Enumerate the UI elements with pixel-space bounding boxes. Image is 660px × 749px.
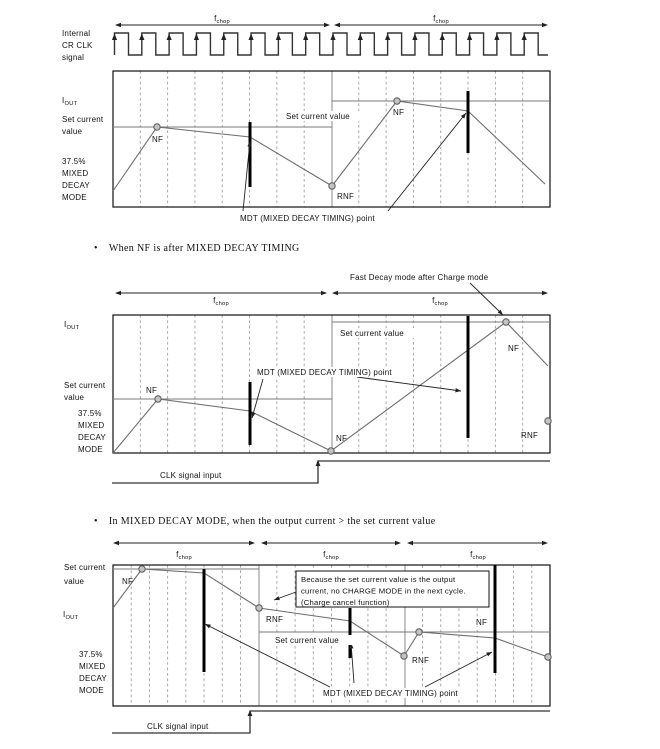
diagram-3-label-set-current-value-10: Set current value (275, 636, 339, 645)
diagram-2-annotation-arrow-1 (470, 283, 503, 315)
diagram-2-fchop-arrowhead-right (321, 291, 327, 295)
diagram-1-clock-waveform (115, 33, 549, 55)
diagram-2-trace-point-4 (545, 418, 551, 424)
diagram-3-annotation-arrow-2-head (205, 624, 211, 628)
diagram-3-trace-point-3 (401, 653, 407, 659)
diagram-3-note-box-line-2: current, no CHARGE MODE in the next cycle. (301, 586, 466, 596)
diagram-2-label-nf-11: NF (146, 386, 158, 395)
diagram-3-label-nf-12: NF (476, 618, 488, 627)
diagram-1-label-mode-10: MODE (62, 193, 87, 202)
bullet-item-1 (94, 243, 300, 254)
diagram-3-trace-point-4 (416, 629, 422, 635)
diagram-1-clock-edge-arrow (221, 34, 226, 41)
diagram-1-clock-edge-arrow (440, 34, 445, 41)
diagram-2-annotation-arrow-3-head (455, 388, 461, 392)
diagram-1-fchop-label-1: $f_{chop}$ (214, 14, 230, 25)
diagram-3-label-clk-signal-input: CLK signal input (147, 722, 209, 731)
diagram-2-label-i-out-1: $I_{OUT}$ (64, 320, 80, 331)
diagram-3-label-value-2: value (64, 577, 85, 586)
diagram-2-fchop-arrowhead-left (332, 291, 338, 295)
diagram-3-label-mixed-5: MIXED (79, 662, 106, 671)
diagram-1-label-value-6: value (62, 127, 83, 136)
diagram-1-clock-edge-arrow (167, 34, 172, 41)
diagram-2-fchop-label-2: $f_{chop}$ (432, 296, 448, 307)
diagram-1-clock-edge-arrow (385, 34, 390, 41)
diagram-3-label-nf-8: NF (122, 577, 134, 586)
diagram-3-label-rnf-11: RNF (412, 656, 430, 665)
diagram-2-label-mixed-5: MIXED (78, 421, 105, 430)
diagram-1-label-rnf-13: RNF (337, 192, 355, 201)
diagram-1-fchop-arrowhead-right (324, 23, 330, 27)
diagram-1-label-cr-clk-2: CR CLK (62, 41, 93, 50)
diagram-2-label-set-current-2: Set current (64, 381, 106, 390)
bullet-item-2 (94, 516, 436, 527)
diagram-1-clock-edge-arrow (276, 34, 281, 41)
diagram-3-note-box-line-3: (Charge cancel function) (301, 598, 390, 607)
diagram-3-fchop-arrowhead-right (542, 541, 548, 545)
diagram-2-trace-point-2 (328, 448, 334, 454)
diagram-1-label-signal-3: signal (62, 53, 85, 62)
diagram-1-label-decay-9: DECAY (62, 181, 90, 190)
diagram-2-label-clk-signal-input: CLK signal input (160, 471, 222, 480)
diagram-1-trace-point-2 (329, 183, 335, 189)
diagram-1-fchop-label-2: $f_{chop}$ (433, 14, 449, 25)
bullet-text-1: When NF is after MIXED DECAY TIMING (108, 243, 300, 254)
diagram-1-clock-edge-arrow (330, 34, 335, 41)
bullet-text-2: In MIXED DECAY MODE, when the output current > the set current value (108, 516, 436, 527)
diagram-2-trace-point-1 (155, 396, 161, 402)
diagram-3-fchop-label-3: $f_{chop}$ (470, 550, 486, 561)
diagram-3-note-box-line-1: Because the set current value is the output (301, 575, 456, 584)
diagram-2-trace-point-3 (503, 319, 509, 325)
diagram-3-trace-point-5 (545, 654, 551, 660)
diagram-1-clock-edge-arrow (303, 34, 308, 41)
diagram-1-label-internal-1: Internal (62, 29, 91, 38)
diagram-2-label-nf-12: NF (336, 434, 348, 443)
diagram-3-annotation-arrow-1-head (274, 596, 280, 600)
diagram-1-fchop-arrowhead-left (115, 23, 121, 27)
diagram-2-annotation-arrow-3 (357, 377, 461, 391)
diagram-3-label-i-out-3: $I_{OUT}$ (63, 610, 79, 621)
diagram-1-trace-point-1 (154, 124, 160, 130)
diagram-2-label-mode-7: MODE (78, 445, 103, 454)
diagram-3-fchop-arrowhead-right (395, 541, 401, 545)
diagram-1-fchop-arrowhead-left (334, 23, 340, 27)
diagram-3-label-37-5-4: 37.5% (79, 650, 103, 659)
diagram-1-label-37-5-7: 37.5% (62, 157, 86, 166)
diagram-1-label-set-current-5: Set current (62, 115, 104, 124)
diagram-3-fchop-arrowhead-left (113, 541, 119, 545)
diagram-3-fchop-arrowhead-left (407, 541, 413, 545)
diagram-2-label-37-5-4: 37.5% (78, 409, 102, 418)
diagram-3-trace-point-2 (256, 605, 262, 611)
diagram-1-label-mixed-8: MIXED (62, 169, 89, 178)
diagram-1-clock-edge-arrow (358, 34, 363, 41)
diagram-1-clock-edge-arrow (412, 34, 417, 41)
diagram-3-trace-point-1 (139, 566, 145, 572)
diagram-3-fchop-label-1: $f_{chop}$ (176, 550, 192, 561)
diagram-1-label-nf-12: NF (152, 135, 164, 144)
diagram-3-label-set-current-1: Set current (64, 563, 106, 572)
diagram-2-current-trace (113, 322, 548, 453)
diagram-3-label-mode-7: MODE (79, 686, 104, 695)
diagram-3-label-rnf-9: RNF (266, 615, 284, 624)
diagram-1-clock-edge-arrow (248, 34, 253, 41)
diagram-1-label-mdt-mixed-decay-timing-point-15: MDT (MIXED DECAY TIMING) point (240, 214, 375, 223)
diagram-2-label-fast-decay-mode-after-charge-m-8: Fast Decay mode after Charge mode (350, 273, 489, 282)
diagram-2-label-set-current-value-9: Set current value (340, 329, 404, 338)
diagram-3-fchop-label-2: $f_{chop}$ (323, 550, 339, 561)
diagram-1-clock-edge-arrow (494, 34, 499, 41)
diagram-2-label-value-3: value (64, 393, 85, 402)
diagram-3-fchop-arrowhead-left (261, 541, 267, 545)
diagram-3-annotation-arrow-3 (351, 643, 354, 683)
bullet-dot: • (94, 516, 98, 527)
diagram-2-fchop-label-1: $f_{chop}$ (213, 296, 229, 307)
diagram-1-clock-edge-arrow (139, 34, 144, 41)
diagram-2-label-rnf-14: RNF (521, 431, 539, 440)
diagram-3-annotation-arrow-4-head (486, 652, 492, 656)
diagram-2-label-mdt-mixed-decay-timing-point-10: MDT (MIXED DECAY TIMING) point (257, 368, 392, 377)
diagram-2-label-nf-13: NF (508, 344, 520, 353)
diagram-1-fchop-arrowhead-right (542, 23, 548, 27)
diagram-3-annotation-arrow-4 (425, 652, 492, 687)
diagram-2-fchop-arrowhead-left (115, 291, 121, 295)
diagram-2-label-decay-6: DECAY (78, 433, 106, 442)
diagram-3-fchop-arrowhead-right (249, 541, 255, 545)
diagram-3-label-decay-6: DECAY (79, 674, 107, 683)
diagram-2-fchop-arrowhead-right (542, 291, 548, 295)
diagram-3-annotation-arrow-2 (205, 624, 330, 687)
diagram-1-clock-edge-arrow (522, 34, 527, 41)
diagram-1-trace-point-3 (394, 98, 400, 104)
diagram-3-label-mdt-mixed-decay-timing-point-13: MDT (MIXED DECAY TIMING) point (323, 689, 458, 698)
diagram-1-annotation-arrow-2 (388, 113, 466, 211)
diagram-1-label-i-out-4: $I_{OUT}$ (62, 96, 78, 107)
bullet-dot: • (94, 243, 98, 254)
diagram-1-clock-edge-arrow (194, 34, 199, 41)
diagram-1-label-set-current-value-11: Set current value (286, 112, 350, 121)
diagram-1-label-nf-14: NF (393, 108, 405, 117)
diagram-1-clock-edge-arrow (112, 34, 117, 41)
diagram-1-clock-edge-arrow (467, 34, 472, 41)
